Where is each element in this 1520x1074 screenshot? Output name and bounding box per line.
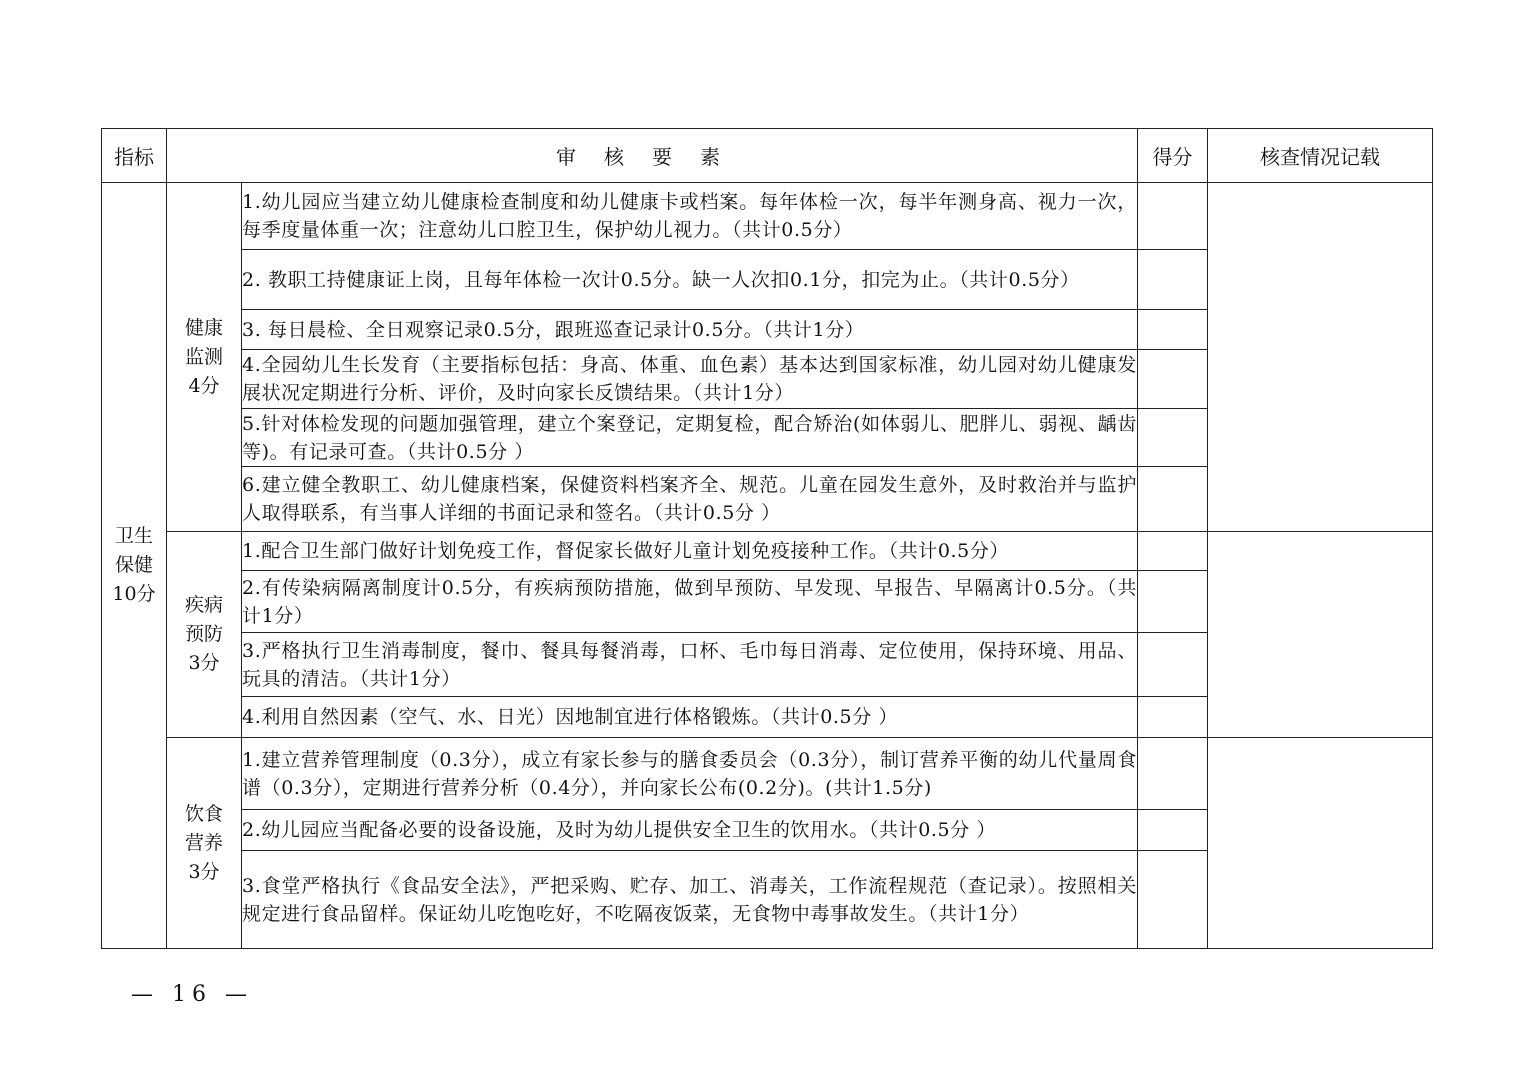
score-cell[interactable] — [1138, 409, 1208, 467]
category-line: 10分 — [112, 583, 156, 605]
review-item: 3.严格执行卫生消毒制度，餐巾、餐具每餐消毒，口杯、毛巾每日消毒、定位使用，保持环境、用品、玩具的清洁。（共计1分） — [242, 633, 1138, 697]
review-item: 1.配合卫生部门做好计划免疫工作，督促家长做好儿童计划免疫接种工作。（共计0.5分） — [242, 532, 1138, 571]
review-item: 3. 每日晨检、全日观察记录0.5分，跟班巡查记录计0.5分。（共计1分） — [242, 310, 1138, 350]
table-row — [102, 183, 1433, 250]
score-cell[interactable] — [1138, 467, 1208, 532]
subcategory-line: 健康 — [184, 316, 223, 339]
header-elements: 审核要素 — [167, 129, 1138, 183]
review-item: 1.建立营养管理制度（0.3分），成立有家长参与的膳食委员会（0.3分），制订营养平衡的幼儿代量周食谱（0.3分），定期进行营养分析（0.4分），并向家长公布(0.2分)。(共计1.5分) — [242, 738, 1138, 810]
score-cell[interactable] — [1138, 633, 1208, 697]
page-number: — 16 — — [131, 982, 253, 1007]
score-cell[interactable] — [1138, 851, 1208, 949]
score-cell[interactable] — [1138, 310, 1208, 350]
subcategory-cell — [167, 183, 242, 532]
subcategory-line: 营养 — [184, 831, 223, 854]
subcategory-line: 3分 — [188, 860, 220, 883]
score-cell[interactable] — [1138, 810, 1208, 851]
subcategory-line: 3分 — [188, 652, 220, 674]
subcategory-cell — [167, 532, 242, 738]
score-cell[interactable] — [1138, 250, 1208, 310]
subcategory-cell — [167, 738, 242, 949]
score-cell[interactable] — [1138, 697, 1208, 738]
review-item: 2.有传染病隔离制度计0.5分，有疾病预防措施，做到早预防、早发现、早报告、早隔离计0.5分。（共计1分） — [242, 571, 1138, 633]
review-item: 5.针对体检发现的问题加强管理，建立个案登记，定期复检，配合矫治(如体弱儿、肥胖儿、弱视、龋齿等)。有记录可查。（共计0.5分 ） — [242, 409, 1138, 467]
header-score: 得分 — [1138, 129, 1208, 183]
score-cell[interactable] — [1138, 532, 1208, 571]
subcategory-line: 预防 — [184, 623, 223, 645]
review-item: 4.全园幼儿生长发育（主要指标包括：身高、体重、血色素）基本达到国家标准，幼儿园对幼儿健康发展状况定期进行分析、评价，及时向家长反馈结果。（共计1分） — [242, 350, 1138, 409]
header-indicator: 指标 — [102, 129, 167, 183]
category-line: 保健 — [114, 554, 153, 576]
review-item: 3.食堂严格执行《食品安全法》，严把采购、贮存、加工、消毒关，工作流程规范（查记录）。按照相关规定进行食品留样。保证幼儿吃饱吃好，不吃隔夜饭菜，无食物中毒事故发生。（共计1分） — [242, 851, 1138, 949]
subcategory-line: 监测 — [184, 345, 223, 368]
score-cell[interactable] — [1138, 183, 1208, 250]
score-cell[interactable] — [1138, 350, 1208, 409]
subcategory-line: 疾病 — [184, 594, 223, 616]
table-row — [102, 532, 1433, 571]
score-cell[interactable] — [1138, 571, 1208, 633]
header-record: 核查情况记载 — [1208, 129, 1433, 183]
review-table — [101, 128, 1433, 949]
review-item: 2. 教职工持健康证上岗，且每年体检一次计0.5分。缺一人次扣0.1分，扣完为止。（共计0.5分） — [242, 250, 1138, 310]
subcategory-line: 4分 — [188, 374, 220, 397]
review-item: 6.建立健全教职工、幼儿健康档案，保健资料档案齐全、规范。儿童在园发生意外，及时救治并与监护人取得联系，有当事人详细的书面记录和签名。（共计0.5分 ） — [242, 467, 1138, 532]
review-item: 1.幼儿园应当建立幼儿健康检查制度和幼儿健康卡或档案。每年体检一次，每半年测身高、视力一次，每季度量体重一次；注意幼儿口腔卫生，保护幼儿视力。（共计0.5分） — [242, 183, 1138, 250]
record-cell[interactable] — [1208, 532, 1433, 738]
category-line: 卫生 — [114, 525, 153, 547]
review-item: 2.幼儿园应当配备必要的设备设施，及时为幼儿提供安全卫生的饮用水。（共计0.5分 ） — [242, 810, 1138, 851]
record-cell[interactable] — [1208, 738, 1433, 949]
table-header-row — [102, 129, 1433, 183]
table-row — [102, 738, 1433, 810]
review-item: 4.利用自然因素（空气、水、日光）因地制宜进行体格锻炼。（共计0.5分 ） — [242, 697, 1138, 738]
category-cell — [102, 183, 167, 949]
score-cell[interactable] — [1138, 738, 1208, 810]
subcategory-line: 饮食 — [184, 802, 223, 825]
record-cell[interactable] — [1208, 183, 1433, 532]
